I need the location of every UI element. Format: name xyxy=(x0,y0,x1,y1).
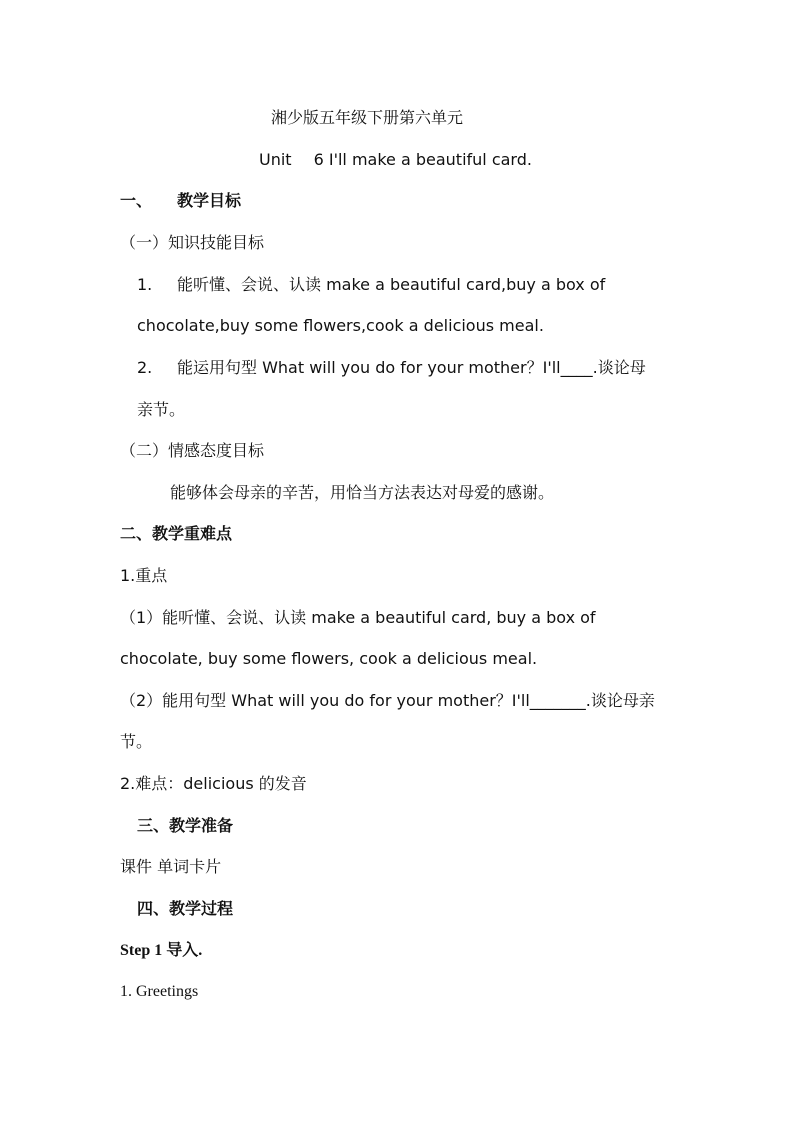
objective-item-1-number: 1. xyxy=(137,275,153,294)
key-point-2-line-2: 节。 xyxy=(120,732,153,751)
preparation-text: 课件 单词卡片 xyxy=(120,857,222,876)
objective-item-1-line-1 xyxy=(137,275,605,295)
greetings-item: 1. Greetings xyxy=(120,983,199,1000)
subtitle-rest: 6 I'll make a beautiful card. xyxy=(313,150,532,169)
difficulty-point: 2.难点：delicious 的发音 xyxy=(120,774,307,793)
key-points-heading: 1.重点 xyxy=(120,566,168,585)
key-point-1-line-1: （1）能听懂、会说、认读 make a beautiful card, buy a box of xyxy=(120,608,596,627)
subtitle-unit: Unit xyxy=(259,150,292,169)
section-2-heading: 二、教学重难点 xyxy=(120,524,233,543)
document-subtitle xyxy=(259,150,532,170)
section-1-title: 教学目标 xyxy=(177,191,242,210)
step-1-heading: Step 1 导入. xyxy=(120,942,203,959)
objective-item-2-text: 能运用句型 What will you do for your mother？I'll____.谈论母 xyxy=(177,358,646,377)
section-1-sub-1: （一）知识技能目标 xyxy=(120,233,265,252)
emotion-objective-text: 能够体会母亲的辛苦，用恰当方法表达对母爱的感谢。 xyxy=(170,483,555,502)
objective-item-2-line-2: 亲节。 xyxy=(137,400,186,419)
key-point-1-line-2: chocolate, buy some flowers, cook a delicious meal. xyxy=(120,649,538,668)
section-1-sub-2: （二）情感态度目标 xyxy=(120,441,265,460)
key-point-2-line-1: （2）能用句型 What will you do for your mother？I'll_______.谈论母亲 xyxy=(120,691,655,710)
section-3-heading: 三、教学准备 xyxy=(137,816,234,835)
section-4-heading: 四、教学过程 xyxy=(137,899,234,918)
objective-item-2-line-1 xyxy=(137,358,646,378)
document-title: 湘少版五年级下册第六单元 xyxy=(271,108,464,127)
section-1-number: 一、 xyxy=(120,191,153,210)
objective-item-1-text: 能听懂、会说、认读 make a beautiful card,buy a box of xyxy=(177,275,606,294)
objective-item-2-number: 2. xyxy=(137,358,153,377)
section-1-heading xyxy=(120,191,241,211)
objective-item-1-line-2: chocolate,buy some flowers,cook a delicious meal. xyxy=(137,316,544,335)
